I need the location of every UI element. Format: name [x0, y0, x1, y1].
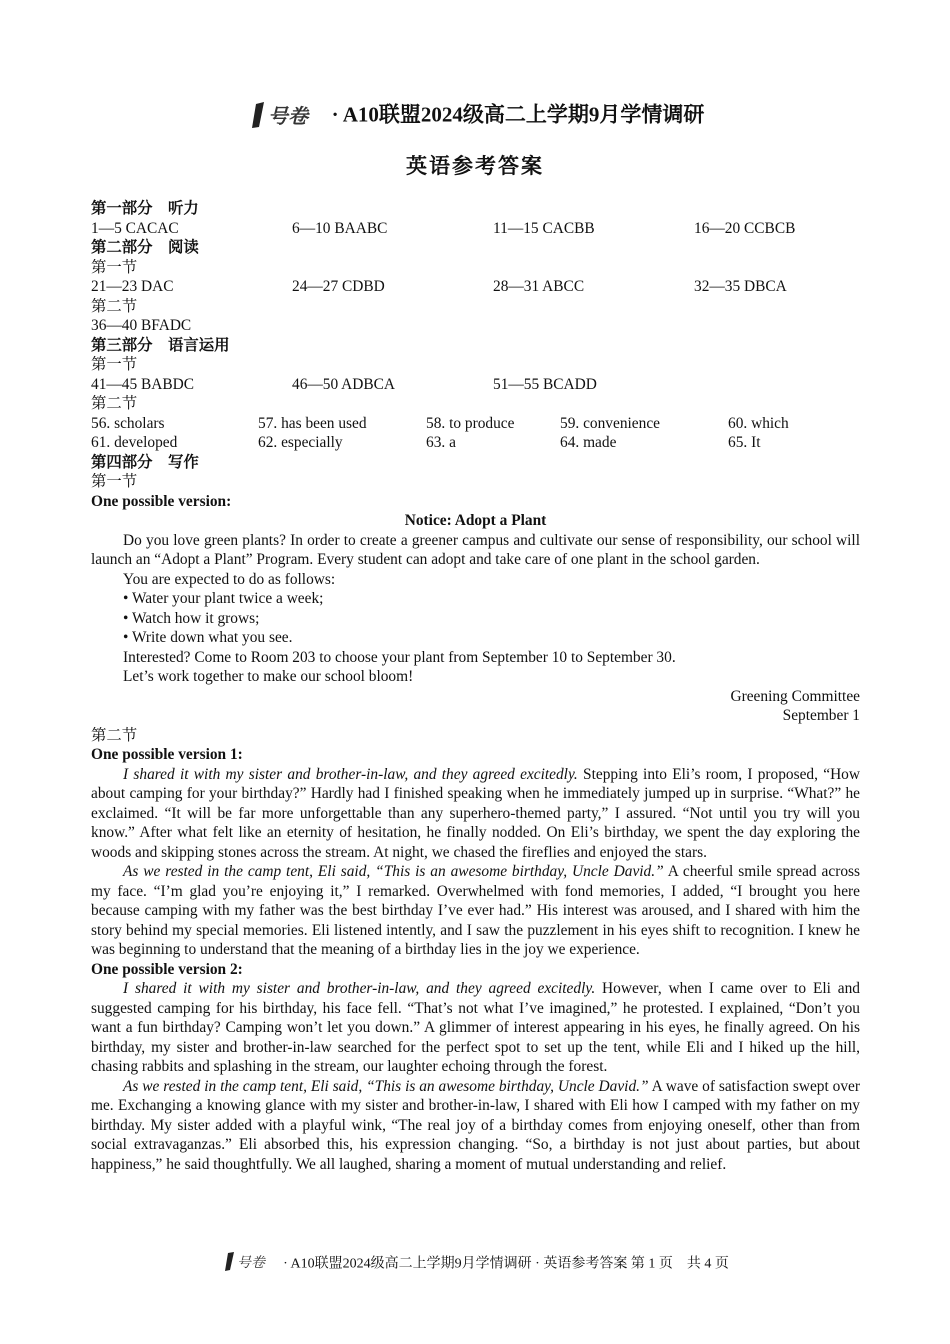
part4-heading: 第四部分 写作	[91, 453, 199, 471]
part1-heading: 第一部分 听力	[91, 200, 199, 217]
answer: 46—50 ADBCA	[292, 375, 396, 393]
svg-text:号卷: 号卷	[267, 104, 308, 128]
page-footer	[0, 1250, 950, 1279]
notice-line: Let’s work together to make our school bloom!	[123, 668, 414, 685]
answer-row	[91, 375, 860, 395]
notice-date: September 1	[782, 707, 860, 724]
answer: 58. to produce	[426, 414, 515, 432]
essay-paragraph	[91, 765, 860, 863]
svg-text:号卷: 号卷	[237, 1255, 266, 1271]
notice-paragraph: Do you love green plants? In order to create a greener campus and cultivate our sense of responsibility, our school will launch an “Adopt a Plant” Program. Every student can adopt and take care of one plant in the school garden.	[91, 531, 860, 568]
answer: 56. scholars	[91, 414, 165, 432]
footer-text: · A10联盟2024级高二上学期9月学情调研 · 英语参考答案 第 1 页 共 4 页	[283, 1256, 729, 1272]
answer: 28—31 ABCC	[493, 278, 585, 295]
answer: 21—23 DAC	[91, 278, 174, 295]
answer-row	[91, 219, 860, 239]
answer: 59. convenience	[560, 414, 660, 432]
page-header	[0, 100, 950, 134]
header-title: · A10联盟2024级高二上学期9月学情调研	[331, 102, 705, 127]
essay-paragraph	[91, 979, 860, 1077]
answer: 24—27 CDBD	[292, 278, 385, 295]
brand-logo-icon	[221, 1250, 277, 1279]
notice-signature: Greening Committee	[730, 687, 860, 705]
paragraph-lead: As we rested in the camp tent, Eli said, “This is an awesome birthday, Uncle David.”	[123, 1077, 649, 1095]
version-label: One possible version 2:	[91, 960, 243, 978]
answer: 32—35 DBCA	[694, 278, 787, 295]
answer-row	[91, 277, 860, 297]
brand-logo-icon	[246, 100, 326, 134]
answer-content	[91, 199, 860, 1174]
section-label: 第一节	[91, 356, 138, 373]
version-label: One possible version 1:	[91, 746, 243, 763]
answer: 6—10 BAABC	[292, 219, 388, 237]
paragraph-body: A cheerful smile spread across my face. “I’m glad you’re enjoying it,” I remarked. Overwhelmed with fond memories, I added, “I brought you here because camping with my father was the best birthday I’ve ever had.” His interest was aroused, and I shared with him the story behind my special memories. Eli listened intently, and I saw the puzzlement in his eyes shift to recognition. I knew he was beginning to understand that the meaning of a birthday lies in the joy we experience.	[91, 863, 860, 958]
answer: 62. especially	[258, 434, 343, 451]
notice-bullet: • Watch how it grows;	[123, 609, 260, 627]
paragraph-lead: As we rested in the camp tent, Eli said, “This is an awesome birthday, Uncle David.”	[123, 863, 664, 880]
answer: 11—15 CACBB	[493, 219, 595, 237]
part3-heading: 第三部分 语言运用	[91, 336, 230, 354]
paragraph-body: However, when I came over to Eli and suggested camping for his birthday, his face fell. “That’s not what I’ve imagined,” he protested. I explained, “Don’t you want a fun birthday? Camping won’t let you down.” A glimmer of interest appearing in his eyes, he finally agreed. On his birthday, my sister and brother-in-law searched for the perfect spot to set up the tent, while Eli and I hiked up the hill, chasing rabbits and splashing in the stream, our laughter echoing through the forest.	[91, 980, 860, 1075]
answer: 64. made	[560, 434, 617, 451]
notice-title: Notice: Adopt a Plant	[404, 512, 547, 529]
answer: 60. which	[728, 414, 789, 432]
answer: 41—45 BABDC	[91, 375, 195, 393]
version-label: One possible version:	[91, 492, 232, 510]
answer: 61. developed	[91, 434, 178, 451]
notice-line: You are expected to do as follows:	[123, 570, 336, 588]
notice-bullet: • Water your plant twice a week;	[123, 590, 324, 607]
essay-paragraph	[91, 1077, 860, 1175]
answer: 51—55 BCADD	[493, 375, 597, 393]
answer-row	[91, 414, 860, 434]
answer: 63. a	[426, 434, 456, 451]
paragraph-body: Stepping into Eli’s room, I proposed, “How about camping for your birthday?” Hardly had I finished speaking when he immediately jumped up in surprise. “What?” he exclaimed. “It will be far more unforgettable than any superhero-themed party,” I assured. “Not until you try will you know.” After what felt like an eternity of hesitation, he finally nodded. On Eli’s birthday, we spent the day exploring the woods and skipping stones across the stream. At night, we chased the fireflies and enjoyed the stars.	[91, 765, 860, 861]
answer-row	[91, 433, 860, 453]
answer: 16—20 CCBCB	[694, 219, 796, 237]
paragraph-lead: I shared it with my sister and brother-in-law, and they agreed excitedly.	[123, 980, 596, 997]
section-label: 第一节	[91, 473, 138, 490]
part2-heading: 第二部分 阅读	[91, 239, 199, 256]
paragraph-lead: I shared it with my sister and brother-in-law, and they agreed excitedly.	[123, 765, 578, 783]
section-label: 第二节	[91, 395, 138, 412]
answer: 1—5 CACAC	[91, 219, 179, 237]
section-label: 第二节	[91, 726, 138, 744]
notice-bullet: • Write down what you see.	[123, 629, 293, 646]
section-label: 第二节	[91, 297, 138, 315]
page-subtitle: 英语参考答案	[406, 154, 544, 178]
answer: 65. It	[728, 434, 761, 451]
section-label: 第一节	[91, 258, 138, 276]
answer: 57. has been used	[258, 414, 367, 432]
notice-line: Interested? Come to Room 203 to choose your plant from September 10 to September 30.	[123, 648, 676, 666]
essay-paragraph	[91, 862, 860, 960]
paragraph-body: A wave of satisfaction swept over me. Exchanging a knowing glance with my sister and brother-in-law, I shared with Eli how I camped with my father on my birthday. My sister added with a playful wink, “The real joy of a birthday comes from enjoying oneself, other than from social extravaganzas.” Eli absorbed this, his expression changing. “So, a birthday is not just about parties, but about happiness,” he said thoughtfully. We all laughed, sharing a moment of mutual understanding and relief.	[91, 1077, 860, 1173]
answer: 36—40 BFADC	[91, 317, 192, 334]
